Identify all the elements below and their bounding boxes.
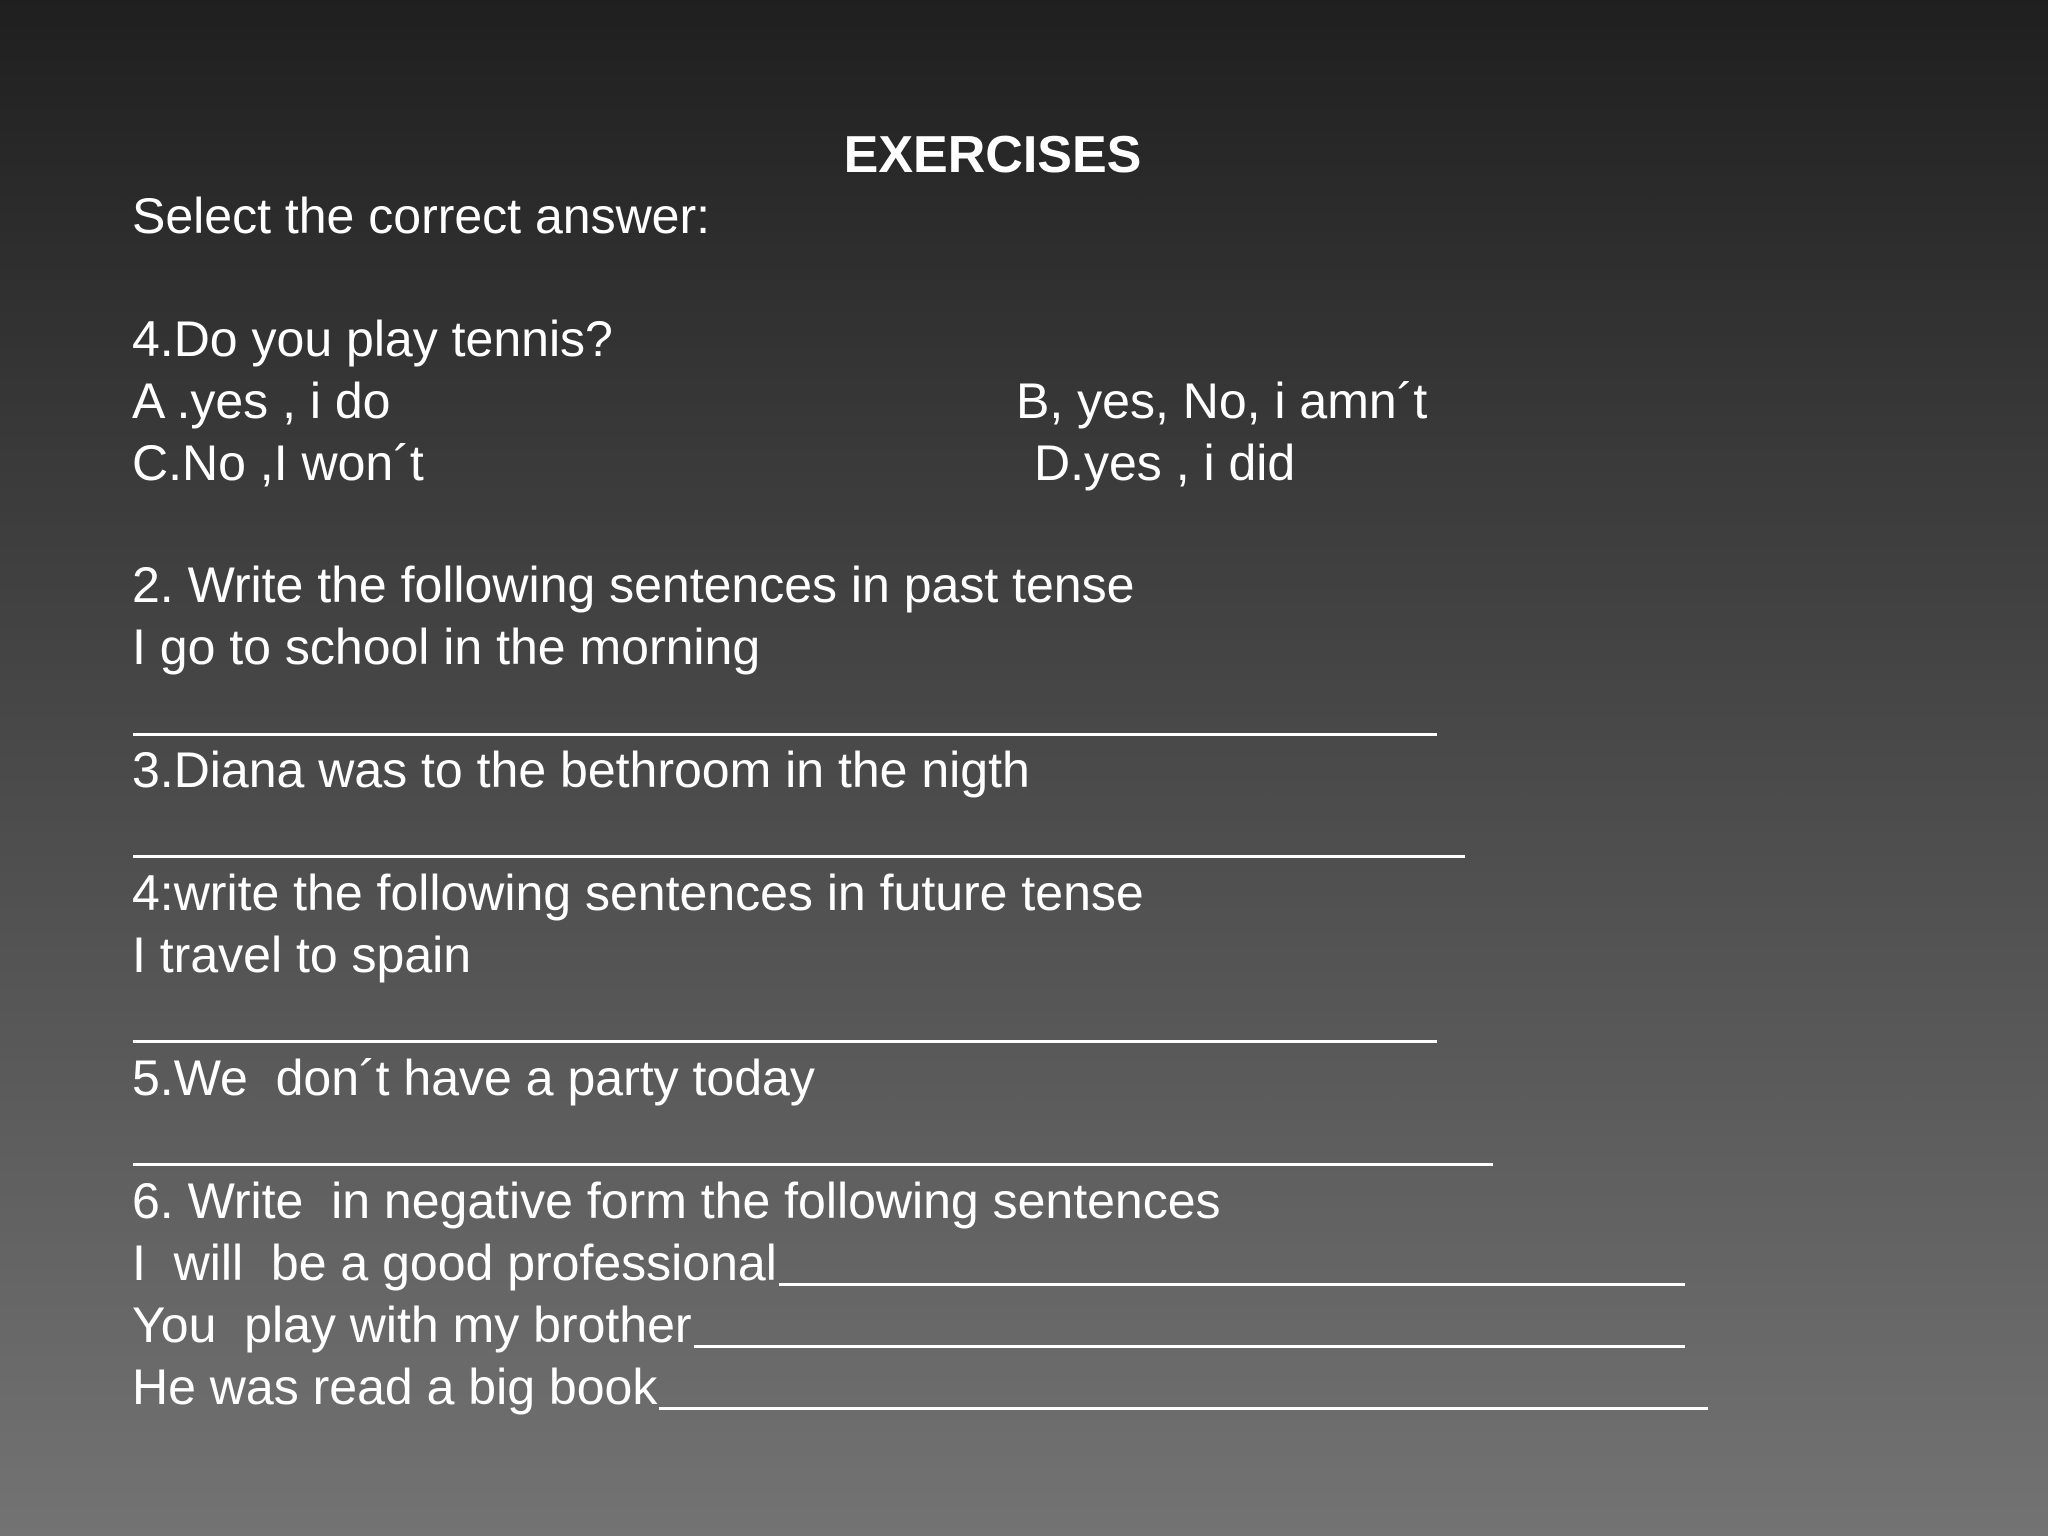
option-d[interactable]: D.yes , i did <box>1034 435 1296 491</box>
question-2-prompt: 2. Write the following sentences in past tense <box>132 557 1135 613</box>
answer-blank-6b[interactable] <box>694 1345 1685 1348</box>
negative-sentence-row <box>132 1232 1685 1294</box>
instruction-text: Select the correct answer: <box>132 188 711 244</box>
answer-blank-6a[interactable] <box>779 1283 1685 1286</box>
negative-sentence-2: You play with my brother <box>132 1297 692 1353</box>
answer-blank-5[interactable] <box>133 1163 1493 1166</box>
question-4-prompt: 4:write the following sentences in future tense <box>132 865 1144 921</box>
question-6-prompt: 6. Write in negative form the following sentences <box>132 1173 1221 1229</box>
option-b[interactable]: B, yes, No, i amn´t <box>1016 373 1428 429</box>
negative-sentence-3: He was read a big book <box>132 1359 658 1415</box>
question-2-sentence: I go to school in the morning <box>132 619 761 675</box>
slide-title: EXERCISES <box>843 126 1142 184</box>
question-3-sentence: 3.Diana was to the bethroom in the nigth <box>132 742 1030 798</box>
answer-blank-4[interactable] <box>133 1040 1437 1043</box>
answer-blank-3[interactable] <box>133 855 1465 858</box>
question-1-text: 4.Do you play tennis? <box>132 311 613 367</box>
negative-sentence-row <box>132 1356 1708 1418</box>
question-4-sentence: I travel to spain <box>132 927 472 983</box>
negative-sentence-1: I will be a good professional <box>132 1235 777 1291</box>
answer-blank-6c[interactable] <box>659 1407 1708 1410</box>
question-5-sentence: 5.We don´t have a party today <box>132 1050 815 1106</box>
option-c[interactable]: C.No ,I won´t <box>132 435 424 491</box>
answer-blank-2[interactable] <box>133 733 1437 736</box>
option-a[interactable]: A .yes , i do <box>132 373 391 429</box>
negative-sentence-row <box>132 1294 1685 1356</box>
